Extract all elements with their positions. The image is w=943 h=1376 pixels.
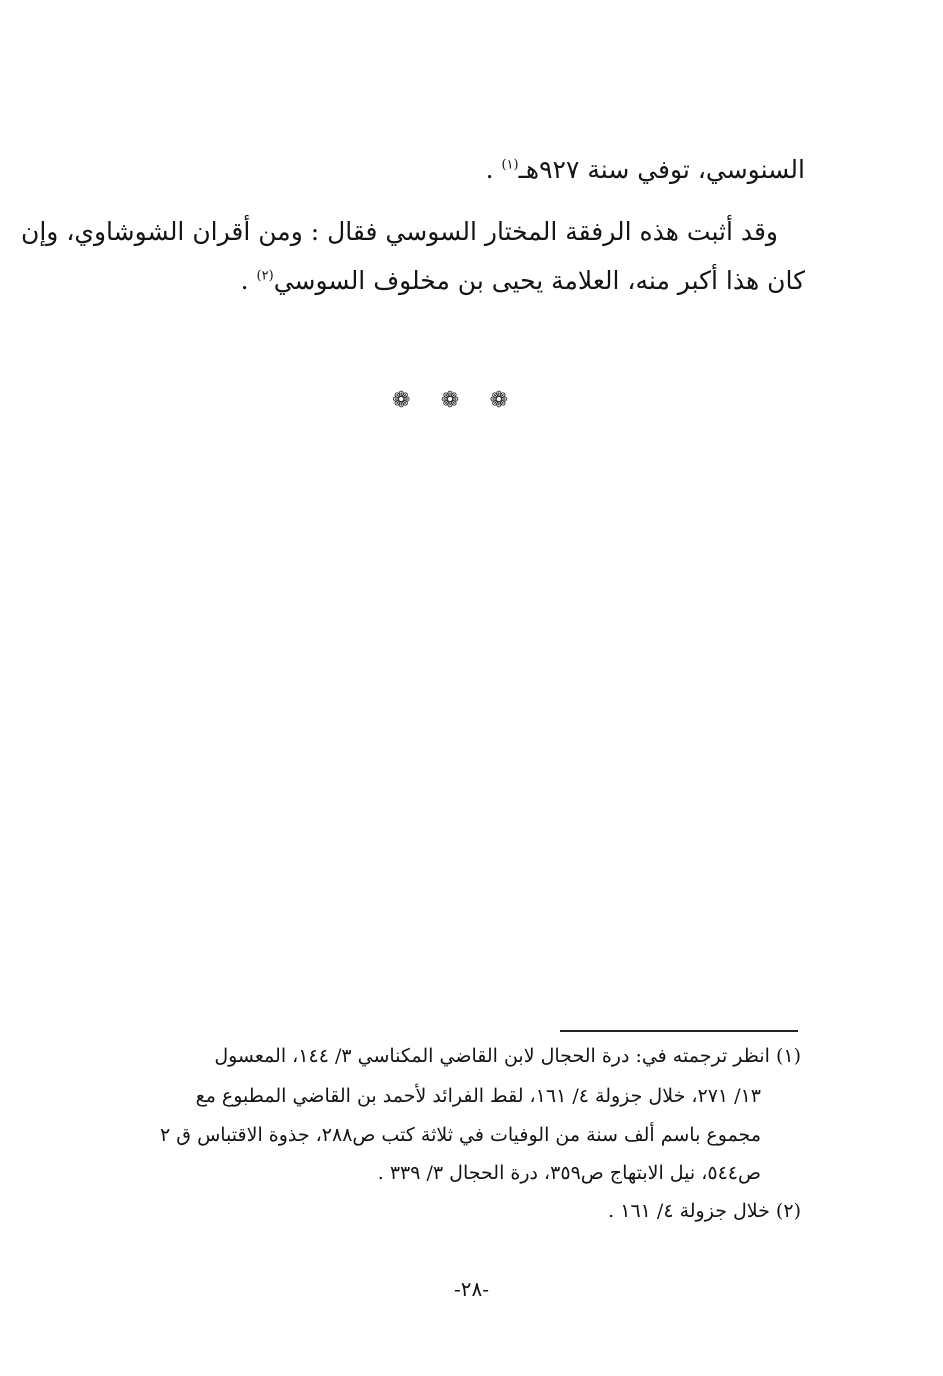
body-line-3-text: كان هذا أكبر منه، العلامة يحيى بن مخلوف السوسي	[273, 266, 805, 295]
footnote-1-line-3: مجموع باسم ألف سنة من الوفيات في ثلاثة كتب ص٢٨٨، جذوة الاقتباس ق ٢	[160, 1124, 761, 1146]
page-number: -٢٨-	[453, 1277, 489, 1301]
body-line-1-text: السنوسي، توفي سنة ٩٢٧هـ	[518, 155, 805, 184]
flower-icon: ❁	[392, 388, 411, 413]
footnote-ref-1[interactable]: (١)	[501, 157, 519, 173]
flower-icon: ❁	[489, 388, 508, 413]
footnote-2: (٢) خلال جزولة ٤/ ١٦١ .	[608, 1200, 801, 1222]
body-line-1	[486, 155, 805, 184]
footnote-separator	[560, 1030, 798, 1032]
footnote-1-line-1: (١) انظر ترجمته في: درة الحجال لابن القاضي المكناسي ٣/ ١٤٤، المعسول	[214, 1045, 801, 1067]
body-line-1-end: .	[485, 155, 502, 184]
body-line-3	[241, 266, 805, 295]
flower-icon: ❁	[440, 388, 460, 413]
footnote-1-line-4: ص٥٤٤، نيل الابتهاج ص٣٥٩، درة الحجال ٣/ ٣٣٩ .	[377, 1162, 761, 1184]
body-line-3-end: .	[240, 266, 257, 295]
section-divider-ornament	[392, 388, 508, 413]
body-line-2: وقد أثبت هذه الرفقة المختار السوسي فقال : ومن أقران الشوشاوي، وإن	[21, 217, 778, 246]
footnote-1-line-2: ١٣/ ٢٧١، خلال جزولة ٤/ ١٦١، لقط الفرائد لأحمد بن القاضي المطبوع مع	[195, 1085, 761, 1107]
footnote-ref-2[interactable]: (٢)	[256, 268, 274, 284]
